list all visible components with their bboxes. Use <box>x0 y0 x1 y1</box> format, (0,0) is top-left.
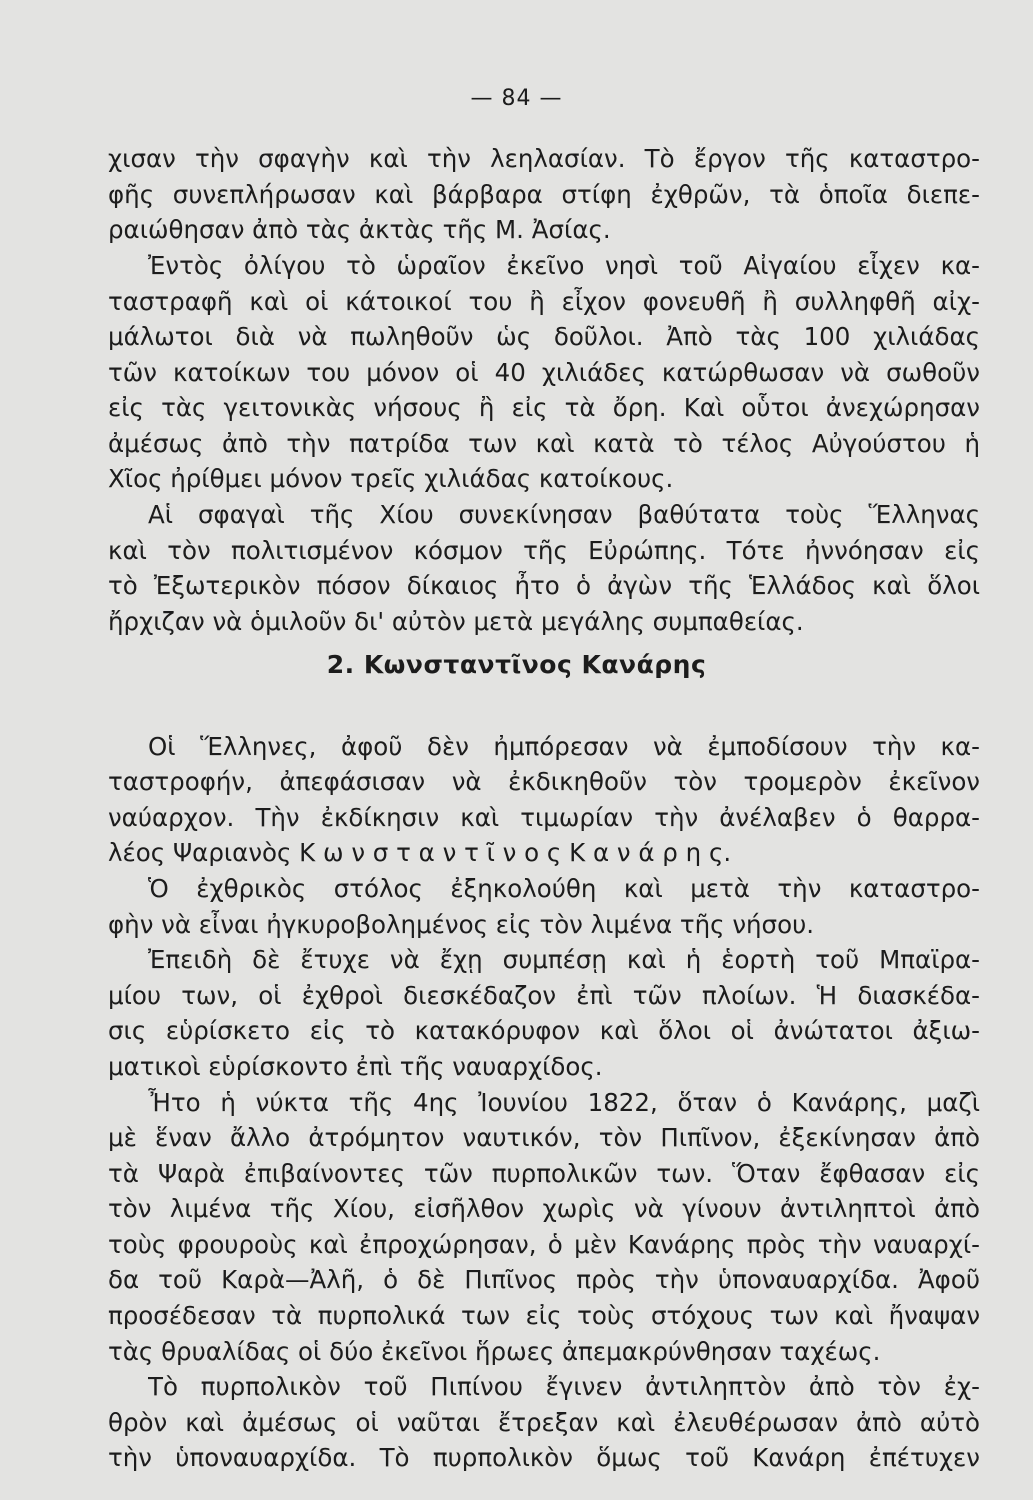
text-line: ταστροφήν, ἀπεφάσισαν νὰ ἐκδικηθοῦν τὸν τρομερὸν ἐκεῖνον <box>108 767 980 796</box>
text-line: χισαν τὴν σφαγὴν καὶ τὴν λεηλασίαν. Τὸ ἔργον τῆς καταστρο- <box>108 144 980 173</box>
text-line: ἤρχιζαν νὰ ὁμιλοῦν δι' αὐτὸν μετὰ μεγάλης συμπαθείας. <box>108 607 804 636</box>
text-line: τὰς θρυαλίδας οἱ δύο ἐκεῖνοι ἥρωες ἀπεμακρύνθησαν ταχέως. <box>108 1337 881 1366</box>
text-line: μάλωτοι διὰ νὰ πωληθοῦν ὡς δοῦλοι. Ἀπὸ τὰς 100 χιλιάδας <box>108 322 980 351</box>
text-line: Ἐντὸς ὀλίγου τὸ ὡραῖον ἐκεῖνο νησὶ τοῦ Αἰγαίου εἶχεν κα- <box>148 251 980 280</box>
text-line: Αἱ σφαγαὶ τῆς Χίου συνεκίνησαν βαθύτατα τοὺς Ἕλληνας <box>148 500 980 529</box>
text-line: Ὁ ἐχθρικὸς στόλος ἐξηκολούθη καὶ μετὰ τὴν καταστρο- <box>148 874 980 903</box>
text-line: μίου των, οἱ ἐχθροὶ διεσκέδαζον ἐπὶ τῶν πλοίων. Ἡ διασκέδα- <box>108 981 980 1010</box>
text-line: ναύαρχον. Τὴν ἐκδίκησιν καὶ τιμωρίαν τὴν ἀνέλαβεν ὁ θαρρα- <box>108 803 980 832</box>
text-line: Χῖος ἠρίθμει μόνον τρεῖς χιλιάδας κατοίκους. <box>108 464 674 493</box>
text-line: ραιώθησαν ἀπὸ τὰς ἀκτὰς τῆς Μ. Ἀσίας. <box>108 215 611 244</box>
text-line: μὲ ἕναν ἄλλο ἀτρόμητον ναυτικόν, τὸν Πιπῖνον, ἐξεκίνησαν ἀπὸ <box>108 1123 980 1152</box>
text-line: Οἱ Ἕλληνες, ἀφοῦ δὲν ἠμπόρεσαν νὰ ἐμποδίσουν τὴν κα- <box>148 732 980 761</box>
text-line: τῶν κατοίκων του μόνον οἱ 40 χιλιάδες κατώρθωσαν νὰ σωθοῦν <box>108 358 980 387</box>
text-line: φὴν νὰ εἶναι ἠγκυροβολημένος εἰς τὸν λιμένα τῆς νήσου. <box>108 910 815 939</box>
text-line: ταστραφῆ καὶ οἱ κάτοικοί του ἢ εἶχον φονευθῆ ἢ συλληφθῆ αἰχ- <box>108 287 980 316</box>
text-line: λέος Ψαριανὸς Κ ω ν σ τ α ν τ ῖ ν ο ς Κ α ν ά ρ η ς. <box>108 838 732 867</box>
text-line: φῆς συνεπλήρωσαν καὶ βάρβαρα στίφη ἐχθρῶν, τὰ ὁποῖα διεπε- <box>108 180 980 209</box>
text-line: θρὸν καὶ ἀμέσως οἱ ναῦται ἔτρεξαν καὶ ἐλευθέρωσαν ἀπὸ αὐτὸ <box>108 1408 980 1437</box>
text-line: τὴν ὑποναυαρχίδα. Τὸ πυρπολικὸν ὅμως τοῦ Κανάρη ἐπέτυχεν <box>108 1443 980 1472</box>
text-line: ματικοὶ εὑρίσκοντο ἐπὶ τῆς ναυαρχίδος. <box>108 1052 603 1081</box>
text-line: τοὺς φρουροὺς καὶ ἐπροχώρησαν, ὁ μὲν Κανάρης πρὸς τὴν ναυαρχί- <box>108 1230 980 1259</box>
section-heading: 2. Κωνσταντῖνος Κανάρης <box>326 650 707 679</box>
text-line: Ἐπειδὴ δὲ ἔτυχε νὰ ἔχῃ συμπέσῃ καὶ ἡ ἑορτὴ τοῦ Μπαϊρα- <box>148 945 980 974</box>
text-line: δα τοῦ Καρὰ—Ἀλῆ, ὁ δὲ Πιπῖνος πρὸς τὴν ὑποναυαρχίδα. Ἀφοῦ <box>108 1265 980 1294</box>
text-line: ἀμέσως ἀπὸ τὴν πατρίδα των καὶ κατὰ τὸ τέλος Αὐγούστου ἡ <box>108 429 980 458</box>
text-line: προσέδεσαν τὰ πυρπολικά των εἰς τοὺς στόχους των καὶ ἤναψαν <box>108 1301 980 1330</box>
page-number: — 84 — <box>470 86 563 111</box>
text-line: εἰς τὰς γειτονικὰς νήσους ἢ εἰς τὰ ὄρη. Καὶ οὗτοι ἀνεχώρησαν <box>108 393 980 422</box>
text-line: τὸν λιμένα τῆς Χίου, εἰσῆλθον χωρὶς νὰ γίνουν ἀντιληπτοὶ ἀπὸ <box>108 1194 980 1223</box>
text-line: τὰ Ψαρὰ ἐπιβαίνοντες τῶν πυρπολικῶν των. Ὅταν ἔφθασαν εἰς <box>108 1159 980 1188</box>
text-line: Ἦτο ἡ νύκτα τῆς 4ης Ἰουνίου 1822, ὅταν ὁ Κανάρης, μαζὶ <box>148 1088 980 1117</box>
text-line: τὸ Ἐξωτερικὸν πόσον δίκαιος ἦτο ὁ ἀγὼν τῆς Ἑλλάδος καὶ ὅλοι <box>108 571 980 600</box>
text-line: σις εὑρίσκετο εἰς τὸ κατακόρυφον καὶ ὅλοι οἱ ἀνώτατοι ἀξιω- <box>108 1016 980 1045</box>
text-line: καὶ τὸν πολιτισμένον κόσμον τῆς Εὐρώπης. Τότε ἠννόησαν εἰς <box>108 536 980 565</box>
text-line: Τὸ πυρπολικὸν τοῦ Πιπίνου ἔγινεν ἀντιληπτὸν ἀπὸ τὸν ἐχ- <box>148 1372 980 1401</box>
